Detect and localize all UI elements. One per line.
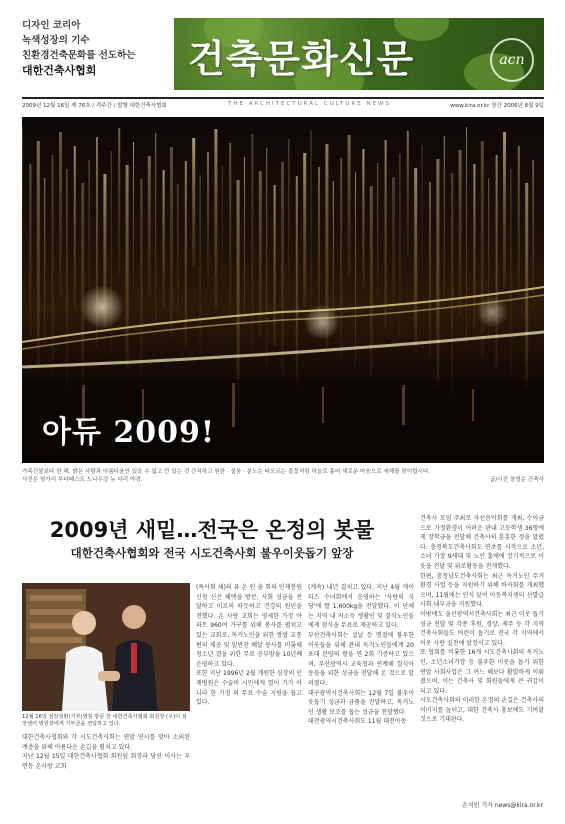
caption-line-2: 사진은 헝가리 부다페스트 도나우강 뉴 다리 야경. xyxy=(22,477,143,483)
handshake-photo-illustration xyxy=(22,583,190,711)
acn-logo: acn xyxy=(490,38,534,82)
photo-caption-main xyxy=(22,468,544,484)
reporter-byline: 손석원 기자 news@kira.or.kr xyxy=(462,802,543,809)
issue-info: 2009년 12월 16일 제 76호 / 격주간 / 발행 대한건축사협회 xyxy=(22,103,167,109)
article-headline: 2009년 새밑…전국은 온정의 봇물 xyxy=(49,518,375,542)
tagline-line-3: 친환경건축문화를 선도하는 xyxy=(22,50,136,61)
paragraph: 대구광역시건축사회는 12월 7일 불우이웃돕기 성금과 금품을 전달하고, 독거노인 생활 보조를 돕는 성금을 전달했다. xyxy=(308,689,414,716)
masthead xyxy=(0,0,565,109)
paragraph: 대한건축사협회와 각 시도건축사회는 연말 연시를 맞아 소외된 계층을 위해 아름다운 손길을 펼치고 있다. xyxy=(22,734,190,751)
english-title: THE ARCHITECTURAL CULTURE NEWS xyxy=(228,101,391,107)
info-bar xyxy=(22,97,544,109)
article-column-1 xyxy=(22,733,190,771)
paragraph: 한편, 충청남도건축사회는 최근 독거노인 주거환경 사업 등을 지원하기 위해 바자회를 개최했으며, 11월에는 인식 앞이 아동복지센터 선발급사회 내부금을 지원했다. xyxy=(420,572,544,609)
article-column-2 xyxy=(196,583,302,795)
paragraph: (계속) 내년 결치고 있다. 지난 4월 캐이티스 수녀회에서 운영하는 '사랑의 식당'에 쌀 1,600kg을 전달했다. 이 단체는 지역 내 저소득 생활인 및 결식노인들에게 점식을 무료로 제공하고 있다. xyxy=(308,584,414,630)
caption-line-1: 가족건물보다 한 해, 밝은 사람과 아름다움만 있을 수 없고 만 있는 것 간직하고 원한 · 설움 · 분노는 타오르는 불꽃처럼 하늘로 흩어 새로운 마음으로 새해를 맞이합시다. xyxy=(22,469,431,475)
paragraph: 또한 지난 1996년 2월 개원한 심장의 인재병원은 수술비 시민에게 열어 기가 아니라 한 가정 의 무료 수술 지원을 돕고 있다. xyxy=(196,670,302,707)
article-photo-caption: 12월 16일 심장질환(기부)병원 방문 한 대한건축사협회 회원장 (우)이 심장센터 병원장에게 기부금을 전달하고 있다. xyxy=(22,714,187,727)
paragraph: 또 협회를 비롯한 16개 시도건축사회의 독거노인, 소년소녀가장 등 불우한 이웃을 돕기 위한 연말 사회사업은 그 어느 해보다 활발하게 이뤄졌으며, 이는 건축사 및 회원들에게 큰 귀감이 되고 있다. xyxy=(420,649,544,695)
paragraph: 대전광역시건축사회도 11월 대전아동 xyxy=(308,718,407,726)
paragraph: 시도건축사회의 이러한 온정의 손길은 건축사의 이미지를 높이고, 대한 건축사 홍보에도 기여할 것으로 기대된다. xyxy=(420,697,544,724)
paragraph: 부산건축사회는 설날 등 명절에 불우한 이웃들을 위해 관내 독거노인들에게 20포대 분량의 쌀을 연 2회 기증하고 있으며, 부산광역시 교육청과 연계해 결식아동들을 위한 성금을 전달해 온 것으로 알려졌다. xyxy=(308,631,414,687)
paragraph: 지난 12월 15일 대한건축사협회 회원임 회장과 당선 이사는 우면동 온사랑 교회 xyxy=(22,753,190,770)
tagline-line-2: 녹색성장의 기수 xyxy=(22,35,90,46)
paragraph: (특사회 세)의 유 온 인 을 회의 인재봉원 신청 신선 혜택을 방문, 사회 성금을 전달하고 이로의 따듯하고 건강의 원인을 전했다. 온 사랑 교회는 영세한 가정 아파트 960여 가구를 위해 봉사를 펼치고 있는 교회로, 독거노인을 위한 쌍팝 교통 편의 제공 및 밑반찬 배달 봉사를 비롯해 청소년 결을 위한 무료 공부방을 10년째 운영하고 있다. xyxy=(196,584,302,668)
paragraph: 건축사 모임 주최로 자선음악회를 개최, 수익금으로 가정환경이 어려운 관내 고등학생 36명에게 장학금을 전달해 건축사의 훈훈한 정을 알렸다. 충청북도건축사회도 연초를 시작으로 소년, 소녀 가장 9세대 및 노인 홈에에 장기적으로 이웃을 전달 및 위로활동을 전개했다. xyxy=(420,515,544,570)
title-panel xyxy=(174,18,544,90)
photo-slogan: 아듀 2009! xyxy=(42,415,216,450)
article-column-4 xyxy=(420,514,544,796)
tagline-line-1: 디자인 코리아 xyxy=(22,20,81,31)
website-info: www.kira.or.kr 창간 2006년 8월 9일 xyxy=(450,103,544,109)
article-photo xyxy=(22,583,190,711)
newspaper-title: 건축문화신문 xyxy=(188,37,415,81)
hero-photo xyxy=(22,117,544,463)
publisher-name: 대한건축사협회 xyxy=(22,64,97,77)
paragraph: 이밖에도 울산광역시건축사회는 최근 이웃 돕기 성금 전달 및 각종 후원, 경상, 제주 등 각 지역 건축사회들도 어린이 돕기로 전국 각 지역에서 이웃 사랑 실천에 앞장서고 있다. xyxy=(420,610,544,647)
photo-credit: 글/사진 장영순 건축사 xyxy=(489,477,544,483)
article-column-3 xyxy=(308,583,414,795)
article-subhead: 대한건축사협회와 전국 시도건축사회 불우이웃돕기 앞장 xyxy=(70,546,354,560)
tagline-box xyxy=(22,18,170,88)
